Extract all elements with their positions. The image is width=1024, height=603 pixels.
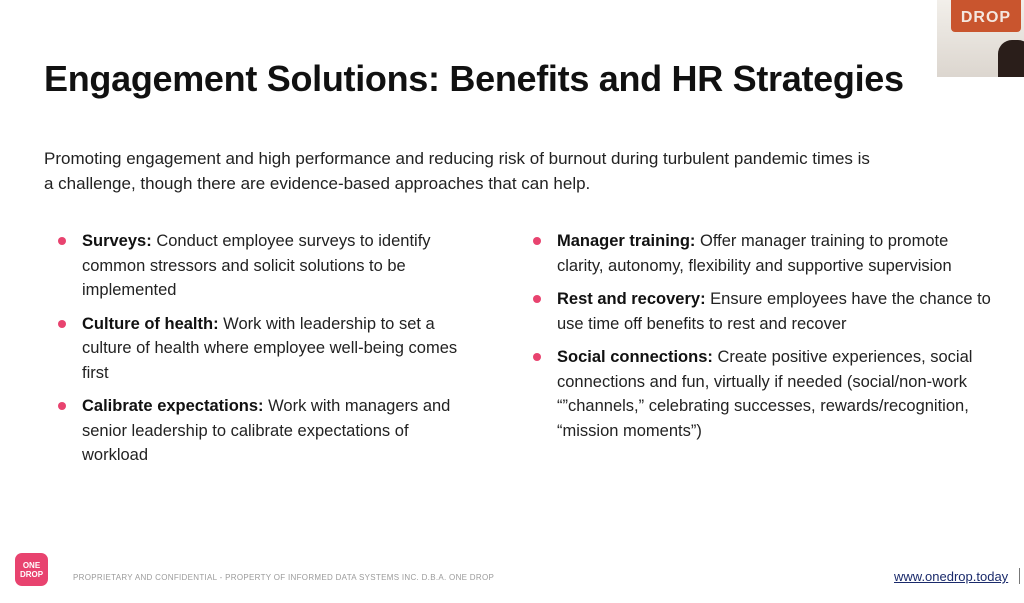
right-bullet-list — [557, 229, 997, 452]
bullet-dot-icon — [533, 353, 541, 361]
bullet-dot-icon — [58, 402, 66, 410]
item-label: Surveys: — [82, 232, 152, 250]
item-label: Social connections: — [557, 348, 713, 366]
bullet-dot-icon — [58, 320, 66, 328]
list-item — [557, 229, 997, 278]
item-label: Rest and recovery: — [557, 290, 706, 308]
item-label: Calibrate expectations: — [82, 397, 264, 415]
footer-website-link[interactable]: www.onedrop.today — [894, 569, 1009, 584]
logo-line-one: ONE — [22, 560, 41, 570]
logo-line-two: DROP — [19, 569, 44, 579]
list-item — [82, 394, 477, 468]
item-text: Offer manager training to promote clarity, autonomy, flexibility and supportive supervision — [557, 232, 952, 275]
item-text: Work with leadership to set a culture of health where employee well-being comes first — [82, 314, 458, 382]
item-label: Manager training: — [557, 232, 696, 250]
webcam-person — [998, 40, 1024, 77]
webcam-thumbnail[interactable] — [937, 0, 1024, 77]
item-text: Work with managers and senior leadership to calibrate expectations of workload — [82, 397, 451, 464]
item-text: Create positive experiences, social connections and fun, virtually if needed (social/non-work “”channels,” celebrating successes, rewards/recognition, “mission moments”) — [557, 348, 973, 440]
onedrop-logo — [15, 553, 48, 586]
left-bullet-list — [82, 229, 477, 477]
slide-title: Engagement Solutions: Benefits and HR Strategies — [44, 58, 904, 99]
list-item — [82, 229, 477, 303]
list-item — [557, 345, 997, 443]
list-item — [557, 287, 997, 336]
webcam-wall-sign: DROP — [951, 0, 1021, 32]
footer-confidential: PROPRIETARY AND CONFIDENTIAL - PROPERTY OF INFORMED DATA SYSTEMS INC. D.B.A. ONE DROP — [73, 573, 495, 582]
list-item — [82, 312, 477, 386]
item-label: Culture of health: — [82, 314, 219, 333]
intro-paragraph: Promoting engagement and high performance and reducing risk of burnout during turbulent pandemic times is a challenge, though there are evidence-based approaches that can help. — [44, 149, 870, 193]
item-text: Conduct employee surveys to identify common stressors and solicit solutions to be implemented — [82, 232, 431, 299]
item-text: Ensure employees have the chance to use time off benefits to rest and recover — [557, 290, 991, 333]
bullet-dot-icon — [58, 237, 66, 245]
footer-divider — [1019, 568, 1020, 584]
bullet-dot-icon — [533, 237, 541, 245]
bullet-dot-icon — [533, 295, 541, 303]
